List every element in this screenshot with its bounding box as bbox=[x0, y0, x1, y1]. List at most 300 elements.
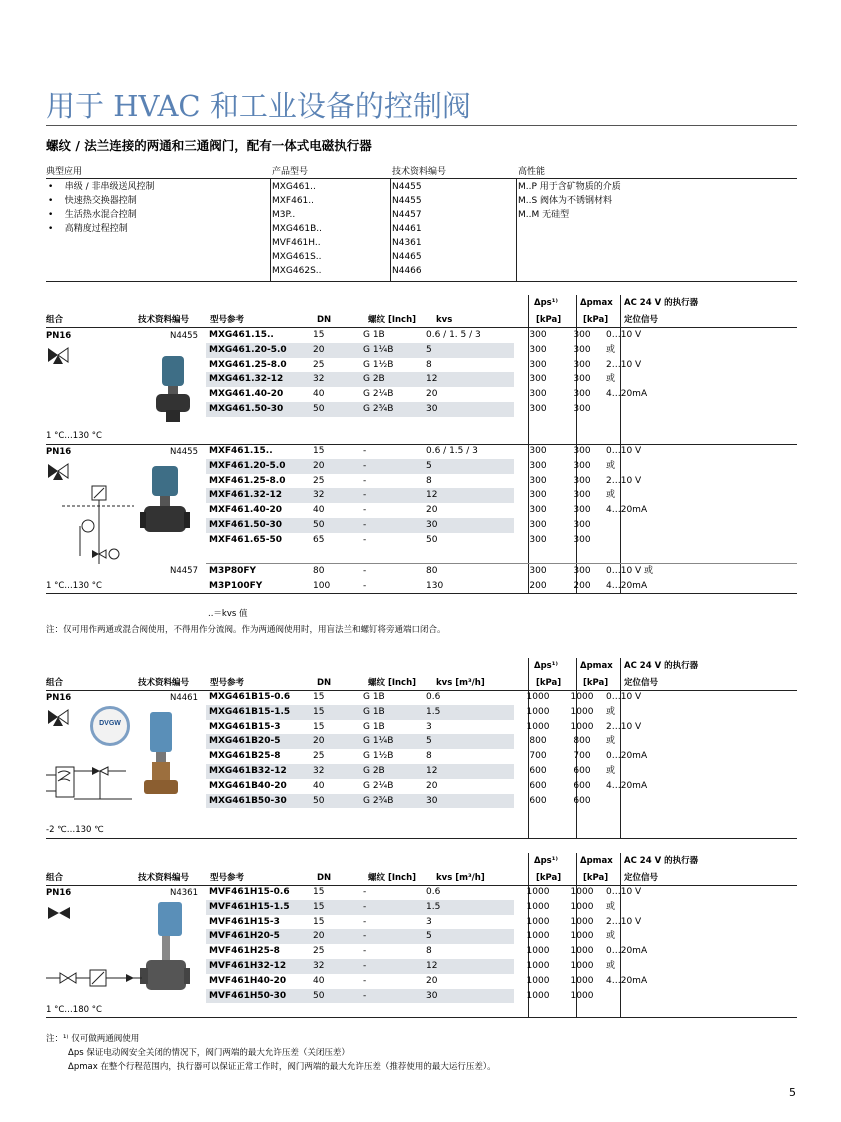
signal-cell: 0…10 V 或 bbox=[606, 566, 654, 576]
table-row bbox=[206, 372, 686, 387]
two-way-valve-icon bbox=[46, 905, 72, 921]
dps-cell: 1000 bbox=[526, 901, 550, 912]
dpmax-cell: 300 bbox=[573, 389, 591, 400]
dn-cell: 50 bbox=[313, 794, 363, 809]
dps-cell: 300 bbox=[529, 446, 547, 456]
dn-cell: 40 bbox=[313, 975, 325, 986]
list-item: • 串级 / 非串级送风控制 bbox=[48, 182, 155, 192]
table-row bbox=[206, 915, 686, 930]
dpmax-cell: 300 bbox=[573, 475, 591, 486]
model-cell: MXG461.40-20 bbox=[209, 389, 284, 400]
model-cell: MXF461.65-50 bbox=[209, 534, 283, 545]
datasheet-number: N4455 bbox=[170, 447, 198, 457]
dps-cell: 600 bbox=[529, 780, 547, 791]
signal-cell: 或 bbox=[606, 901, 616, 912]
dpmax-cell: 600 bbox=[573, 795, 591, 806]
dn-cell: 15 bbox=[313, 721, 325, 732]
dpmax-cell: 300 bbox=[573, 403, 591, 414]
thread-cell: G 1½B bbox=[363, 359, 394, 370]
dpmax-cell: 1000 bbox=[570, 706, 594, 717]
col-dpmax-header: Δpmax bbox=[580, 298, 613, 308]
spec-table-mxg461 bbox=[206, 328, 686, 417]
kvs-cell: 3 bbox=[426, 721, 432, 732]
table-row bbox=[206, 885, 686, 900]
overview-header-products: 产品型号 bbox=[272, 167, 309, 177]
overview-datasheets-list bbox=[392, 180, 422, 278]
thread-cell: G 2¾B bbox=[363, 794, 426, 809]
section1-bottom-rule bbox=[46, 593, 797, 594]
table-row bbox=[206, 358, 686, 373]
signal-cell: 4…20mA bbox=[606, 505, 648, 516]
list-item: • 生活热水混合控制 bbox=[48, 210, 137, 220]
col-dn-header: DN bbox=[317, 315, 332, 325]
dpmax-cell: 1000 bbox=[570, 931, 594, 942]
kvs-cell: 8 bbox=[426, 946, 432, 957]
table-row bbox=[206, 705, 686, 720]
model-cell: MVF461H25-8 bbox=[209, 946, 280, 957]
table-row bbox=[206, 989, 686, 1004]
spec-table-m3p bbox=[206, 564, 686, 594]
dn-cell: 25 bbox=[313, 751, 325, 762]
col-signal-header: 定位信号 bbox=[624, 873, 659, 883]
model-cell: MXF461.50-30 bbox=[206, 518, 313, 533]
kvs-cell: 5 bbox=[426, 734, 514, 749]
list-item: N4461 bbox=[392, 224, 422, 234]
kvs-cell: 12 bbox=[426, 959, 514, 974]
footnote-2: Δps 保证电动阀安全关闭的情况下，阀门两端的最大允许压差（关闭压差） bbox=[68, 1048, 350, 1058]
kvs-cell: 0.6 / 1.5 / 3 bbox=[426, 446, 478, 456]
table-row bbox=[206, 503, 686, 518]
kvs-cell: 30 bbox=[426, 989, 514, 1004]
kvs-cell: 50 bbox=[426, 534, 438, 545]
datasheet-number: N4461 bbox=[170, 693, 198, 703]
table-row bbox=[206, 720, 686, 735]
overview-header-datasheets: 技术资料编号 bbox=[392, 167, 447, 177]
dpmax-cell: 300 bbox=[573, 359, 591, 370]
kvs-cell: 1.5 bbox=[426, 900, 514, 915]
table-row bbox=[206, 929, 686, 944]
dps-cell: 1000 bbox=[526, 721, 550, 732]
dn-cell: 15 bbox=[313, 887, 325, 897]
col-thread-header: 螺纹 [Inch] bbox=[368, 315, 417, 325]
kvs-cell: 20 bbox=[426, 975, 438, 986]
kvs-cell: 5 bbox=[426, 929, 514, 944]
dps-cell: 300 bbox=[529, 566, 547, 576]
dn-cell: 65 bbox=[313, 534, 325, 545]
pn-rating: PN16 bbox=[46, 447, 72, 457]
overview-bottom-rule bbox=[46, 281, 797, 282]
table-row bbox=[206, 488, 686, 503]
model-cell: M3P100FY bbox=[209, 580, 263, 591]
dn-cell: 40 bbox=[313, 389, 325, 400]
dpmax-cell: 1000 bbox=[570, 916, 594, 927]
dpmax-cell: 800 bbox=[573, 736, 591, 747]
model-cell: MXG461B15-0.6 bbox=[209, 692, 291, 702]
signal-cell: 0…20mA bbox=[606, 946, 648, 957]
footnote-3: Δpmax 在整个行程范围内，执行器可以保证正常工作时，阀门两端的最大允许压差（推荐使用的最大运行压差）。 bbox=[68, 1062, 496, 1072]
dpmax-cell: 300 bbox=[573, 330, 591, 340]
model-cell: MVF461H50-30 bbox=[206, 989, 313, 1004]
thread-cell: - bbox=[363, 580, 367, 591]
table-row bbox=[206, 779, 686, 794]
model-cell: M3P80FY bbox=[209, 566, 257, 576]
dps-cell: 300 bbox=[529, 359, 547, 370]
dn-cell: 15 bbox=[313, 692, 325, 702]
table-row bbox=[206, 900, 686, 915]
kvs-cell: 12 bbox=[426, 488, 514, 503]
dps-cell: 600 bbox=[529, 765, 547, 776]
overview-header-applications: 典型应用 bbox=[46, 167, 83, 177]
signal-cell: 0…10 V bbox=[606, 692, 642, 702]
overview-performance-list bbox=[518, 180, 621, 222]
signal-cell bbox=[602, 533, 686, 548]
three-way-valve-icon bbox=[46, 461, 70, 481]
table-row bbox=[206, 690, 686, 705]
dpmax-cell: 600 bbox=[573, 765, 591, 776]
thread-cell: G 2B bbox=[363, 764, 426, 779]
kvs-cell: 5 bbox=[426, 343, 514, 358]
list-item: M..P 用于含矿物质的介质 bbox=[518, 182, 621, 192]
kvs-cell: 30 bbox=[426, 402, 514, 417]
model-cell: MVF461H32-12 bbox=[206, 959, 313, 974]
col-kvs-header: kvs bbox=[436, 315, 453, 325]
overview-products-list bbox=[272, 180, 322, 278]
model-cell: MXG461B40-20 bbox=[209, 780, 287, 791]
list-item: N4361 bbox=[392, 238, 422, 248]
dps-cell: 300 bbox=[529, 505, 547, 516]
section1-note: 注：仅可用作两通或混合阀使用，不得用作分流阀。作为两通阀使用时，用盲法兰和螺钉将旁通端口闭合。 bbox=[46, 625, 446, 635]
model-cell: MVF461H15-1.5 bbox=[206, 900, 313, 915]
signal-cell: 0…10 V bbox=[606, 887, 642, 897]
model-cell: MXF461.32-12 bbox=[206, 488, 313, 503]
dps-cell: 300 bbox=[529, 403, 547, 414]
pn-rating: PN16 bbox=[46, 888, 72, 898]
model-cell: MXG461B50-30 bbox=[206, 794, 313, 809]
dpmax-cell: 1000 bbox=[570, 975, 594, 986]
model-cell: MVF461H15-3 bbox=[209, 916, 280, 927]
footnote-1: 注：¹⁾ 仅可做两通阀使用 bbox=[46, 1034, 140, 1044]
dps-cell: 300 bbox=[529, 534, 547, 545]
dn-cell: 15 bbox=[313, 916, 325, 927]
dps-cell: 200 bbox=[529, 580, 547, 591]
col-dps-header: Δps¹⁾ bbox=[534, 661, 558, 671]
dps-cell: 1000 bbox=[526, 692, 550, 702]
dps-cell: 1000 bbox=[526, 975, 550, 986]
kvs-cell: 3 bbox=[426, 916, 432, 927]
dn-cell: 25 bbox=[313, 359, 325, 370]
page-subtitle: 螺纹 / 法兰连接的两通和三通阀门，配有一体式电磁执行器 bbox=[46, 138, 372, 153]
signal-cell: 或 bbox=[606, 931, 616, 942]
col-signal-header: 定位信号 bbox=[624, 315, 659, 325]
thread-cell: G 2¼B bbox=[363, 389, 394, 400]
col-thread-header: 螺纹 [Inch] bbox=[368, 873, 417, 883]
kvs-cell: 20 bbox=[426, 780, 438, 791]
dps-cell: 300 bbox=[529, 374, 547, 385]
dpmax-cell: 300 bbox=[573, 460, 591, 471]
col-actuator-header: AC 24 V 的执行器 bbox=[624, 661, 699, 671]
signal-cell: 2…10 V bbox=[606, 359, 642, 370]
table-row bbox=[206, 328, 686, 343]
thread-cell: - bbox=[363, 459, 426, 474]
col-dps-header: Δps¹⁾ bbox=[534, 856, 558, 866]
dpmax-cell: 300 bbox=[573, 374, 591, 385]
model-cell: MXG461.15.. bbox=[209, 330, 274, 340]
table-row bbox=[206, 459, 686, 474]
signal-cell: 2…10 V bbox=[606, 916, 642, 927]
list-item: M3P.. bbox=[272, 210, 296, 220]
thread-cell: - bbox=[363, 959, 426, 974]
valve-product-image bbox=[140, 902, 190, 1002]
spec-table-mxg461b bbox=[206, 690, 686, 808]
kvs-cell: 80 bbox=[426, 566, 438, 576]
list-item: • 快速热交换器控制 bbox=[48, 196, 137, 206]
model-cell: MXG461.20-5.0 bbox=[206, 343, 313, 358]
list-item: • 高精度过程控制 bbox=[48, 224, 128, 234]
dn-cell: 20 bbox=[313, 343, 363, 358]
valve-product-image bbox=[150, 356, 196, 422]
list-item: N4466 bbox=[392, 266, 422, 276]
signal-cell bbox=[602, 518, 686, 533]
kvs-cell: 0.6 bbox=[426, 887, 441, 897]
model-cell: MXF461.15.. bbox=[209, 446, 273, 456]
dn-cell: 50 bbox=[313, 518, 363, 533]
kvs-cell: 0.6 bbox=[426, 692, 441, 702]
signal-cell: 4…20mA bbox=[606, 975, 648, 986]
table-row bbox=[206, 794, 686, 809]
dpmax-cell: 300 bbox=[573, 344, 591, 355]
dn-cell: 25 bbox=[313, 946, 325, 957]
signal-cell bbox=[602, 794, 686, 809]
thread-cell: - bbox=[363, 916, 367, 927]
thread-cell: G 1¼B bbox=[363, 343, 426, 358]
kvs-cell: 20 bbox=[426, 389, 438, 400]
list-item: MXF461.. bbox=[272, 196, 315, 206]
kvs-cell: 20 bbox=[426, 505, 438, 516]
title-rule bbox=[46, 125, 797, 126]
dps-cell: 300 bbox=[529, 330, 547, 340]
table-row bbox=[206, 343, 686, 358]
kvs-cell: 8 bbox=[426, 359, 432, 370]
col-dn-header: DN bbox=[317, 678, 332, 688]
kvs-cell: 12 bbox=[426, 764, 514, 779]
table-row bbox=[206, 387, 686, 402]
dn-cell: 80 bbox=[313, 566, 325, 576]
table-row bbox=[206, 402, 686, 417]
dps-cell: 300 bbox=[529, 460, 547, 471]
signal-cell: 4…20mA bbox=[606, 780, 648, 791]
dps-cell: 300 bbox=[529, 490, 547, 501]
signal-cell: 2…10 V bbox=[606, 721, 642, 732]
thread-cell: - bbox=[363, 989, 426, 1004]
kvs-cell: 1.5 bbox=[426, 705, 514, 720]
dn-cell: 20 bbox=[313, 929, 363, 944]
dpmax-cell: 300 bbox=[573, 519, 591, 530]
datasheet-number: N4361 bbox=[170, 888, 198, 898]
table-row bbox=[206, 974, 686, 989]
page-number: 5 bbox=[789, 1086, 796, 1099]
col-datasheet-header: 技术资料编号 bbox=[138, 873, 190, 883]
kvs-cell: 8 bbox=[426, 475, 432, 486]
thread-cell: - bbox=[363, 475, 367, 486]
model-cell: MXG461B20-5 bbox=[206, 734, 313, 749]
col-dn-header: DN bbox=[317, 873, 332, 883]
model-cell: MXF461.40-20 bbox=[209, 505, 283, 516]
dpmax-cell: 1000 bbox=[570, 960, 594, 971]
col-kpa-header: [kPa] bbox=[536, 678, 562, 688]
dpmax-cell: 1000 bbox=[570, 887, 594, 897]
model-cell: MXG461B32-12 bbox=[206, 764, 313, 779]
certification-badge-label: DVGW bbox=[99, 720, 121, 727]
dpmax-cell: 200 bbox=[573, 580, 591, 591]
temperature-range: 1 °C…130 °C bbox=[46, 581, 102, 591]
model-cell: MXG461B15-1.5 bbox=[206, 705, 313, 720]
model-cell: MVF461H20-5 bbox=[206, 929, 313, 944]
dn-cell: 20 bbox=[313, 734, 363, 749]
dn-cell: 32 bbox=[313, 372, 363, 387]
dps-cell: 800 bbox=[529, 736, 547, 747]
valve-product-image bbox=[140, 466, 200, 542]
thread-cell: - bbox=[363, 446, 367, 456]
signal-cell: 或 bbox=[606, 765, 616, 776]
col-dps-header: Δps¹⁾ bbox=[534, 298, 558, 308]
thread-cell: G 1¼B bbox=[363, 734, 426, 749]
table-row bbox=[206, 518, 686, 533]
dpmax-cell: 700 bbox=[573, 751, 591, 762]
kvs-cell: 12 bbox=[426, 372, 514, 387]
col-datasheet-header: 技术资料编号 bbox=[138, 678, 190, 688]
dn-cell: 15 bbox=[313, 705, 363, 720]
col-kvs-header: kvs [m³/h] bbox=[436, 678, 485, 688]
model-cell: MVF461H40-20 bbox=[209, 975, 287, 986]
temperature-range: 1 °C…130 °C bbox=[46, 431, 102, 441]
signal-cell: 或 bbox=[606, 960, 616, 971]
col-model-header: 型号参考 bbox=[210, 315, 245, 325]
dn-cell: 20 bbox=[313, 459, 363, 474]
col-kpa-header: [kPa] bbox=[583, 873, 609, 883]
col-kpa-header: [kPa] bbox=[583, 678, 609, 688]
dn-cell: 50 bbox=[313, 989, 363, 1004]
temperature-range: -2 ℃…130 ℃ bbox=[46, 825, 104, 835]
col-datasheet-header: 技术资料编号 bbox=[138, 315, 190, 325]
signal-cell: 0…10 V bbox=[606, 330, 642, 340]
overview-header-performance: 高性能 bbox=[518, 167, 546, 177]
list-item: MXG462S.. bbox=[272, 266, 322, 276]
signal-cell: 或 bbox=[606, 344, 616, 355]
dn-cell: 32 bbox=[313, 488, 363, 503]
thread-cell: G 1B bbox=[363, 692, 385, 702]
table-row bbox=[206, 734, 686, 749]
kvs-cell: 0.6 / 1. 5 / 3 bbox=[426, 330, 481, 340]
thread-cell: G 1B bbox=[363, 721, 385, 732]
signal-cell: 或 bbox=[606, 706, 616, 717]
list-item: N4455 bbox=[392, 182, 422, 192]
list-item: N4465 bbox=[392, 252, 422, 262]
dpmax-cell: 1000 bbox=[570, 946, 594, 957]
table-row bbox=[206, 749, 686, 764]
dn-cell: 15 bbox=[313, 330, 325, 340]
list-item: M..M 无硅型 bbox=[518, 210, 570, 220]
dpmax-cell: 300 bbox=[573, 490, 591, 501]
signal-cell: 或 bbox=[606, 374, 616, 385]
thread-cell: - bbox=[363, 505, 367, 516]
dpmax-cell: 1000 bbox=[570, 901, 594, 912]
list-item: N4455 bbox=[392, 196, 422, 206]
dps-cell: 1000 bbox=[526, 887, 550, 897]
thread-cell: G 2¼B bbox=[363, 780, 394, 791]
dps-cell: 1000 bbox=[526, 990, 550, 1001]
hydraulic-diagram-icon bbox=[46, 755, 136, 815]
dn-cell: 40 bbox=[313, 505, 325, 516]
temperature-range: 1 °C…180 °C bbox=[46, 1005, 102, 1015]
spec-table-mvf461h bbox=[206, 885, 686, 1003]
three-way-valve-icon bbox=[46, 707, 70, 727]
thread-cell: G 1½B bbox=[363, 751, 394, 762]
kvs-note: ..＝kvs 值 bbox=[208, 609, 248, 619]
hydraulic-diagram-icon bbox=[62, 484, 134, 572]
thread-cell: - bbox=[363, 518, 426, 533]
signal-cell: 4…20mA bbox=[606, 580, 648, 591]
table-row bbox=[206, 959, 686, 974]
dpmax-cell: 600 bbox=[573, 780, 591, 791]
col-combo-header: 组合 bbox=[46, 315, 64, 325]
thread-cell: G 1B bbox=[363, 330, 385, 340]
dpmax-cell: 300 bbox=[573, 446, 591, 456]
section2-bottom-rule bbox=[46, 838, 797, 839]
list-item: MVF461H.. bbox=[272, 238, 321, 248]
kvs-cell: 130 bbox=[426, 580, 444, 591]
col-model-header: 型号参考 bbox=[210, 678, 245, 688]
model-cell: MXF461.20-5.0 bbox=[206, 459, 313, 474]
page-title: 用于 HVAC 和工业设备的控制阀 bbox=[46, 89, 471, 123]
list-item: MXG461B.. bbox=[272, 224, 322, 234]
list-item: MXG461.. bbox=[272, 182, 316, 192]
table-row bbox=[206, 533, 686, 548]
list-item: MXG461S.. bbox=[272, 252, 322, 262]
table-row bbox=[206, 764, 686, 779]
signal-cell bbox=[602, 989, 686, 1004]
model-cell: MXG461B25-8 bbox=[209, 751, 281, 762]
pn-rating: PN16 bbox=[46, 693, 72, 703]
kvs-cell: 30 bbox=[426, 794, 514, 809]
table-row bbox=[206, 474, 686, 489]
table-row bbox=[206, 444, 686, 459]
table-row bbox=[206, 944, 686, 959]
col-kvs-header: kvs [m³/h] bbox=[436, 873, 485, 883]
model-cell: MXG461.50-30 bbox=[206, 402, 313, 417]
thread-cell: - bbox=[363, 946, 367, 957]
thread-cell: G 2B bbox=[363, 372, 426, 387]
dpmax-cell: 1000 bbox=[570, 721, 594, 732]
dn-cell: 50 bbox=[313, 402, 363, 417]
dpmax-cell: 300 bbox=[573, 534, 591, 545]
section3-bottom-rule bbox=[46, 1017, 797, 1018]
model-cell: MVF461H15-0.6 bbox=[209, 887, 290, 897]
thread-cell: G 1B bbox=[363, 705, 426, 720]
signal-cell: 0…10 V bbox=[606, 446, 642, 456]
col-signal-header: 定位信号 bbox=[624, 678, 659, 688]
signal-cell: 0…20mA bbox=[606, 751, 648, 762]
thread-cell: - bbox=[363, 566, 367, 576]
thread-cell: - bbox=[363, 488, 426, 503]
col-dpmax-header: Δpmax bbox=[580, 661, 613, 671]
signal-cell: 或 bbox=[606, 460, 616, 471]
col-model-header: 型号参考 bbox=[210, 873, 245, 883]
col-kpa-header: [kPa] bbox=[536, 873, 562, 883]
dn-cell: 15 bbox=[313, 446, 325, 456]
dn-cell: 32 bbox=[313, 959, 363, 974]
dps-cell: 1000 bbox=[526, 916, 550, 927]
dps-cell: 300 bbox=[529, 344, 547, 355]
